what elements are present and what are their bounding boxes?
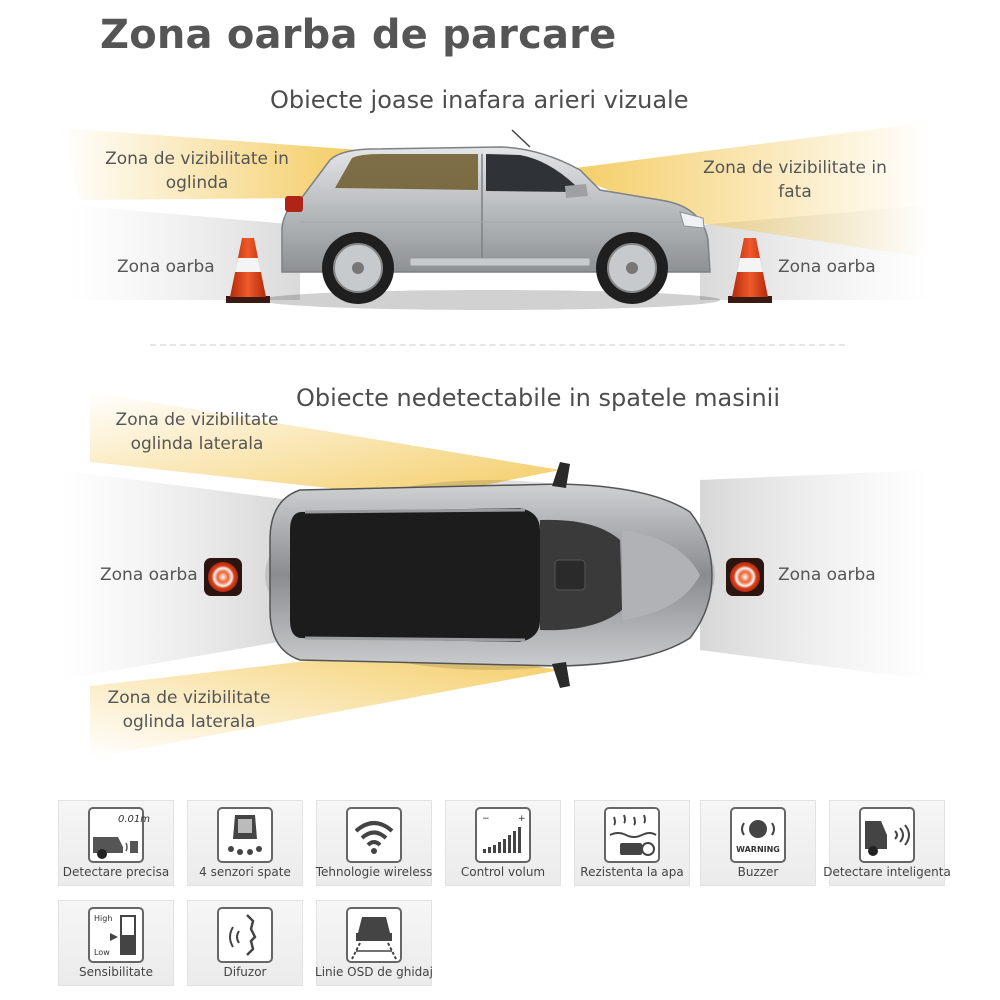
side-view-diagram xyxy=(0,110,1000,325)
feature-label: Control volum xyxy=(460,865,546,879)
svg-text:WARNING: WARNING xyxy=(736,845,780,854)
four-sensors-icon xyxy=(217,807,273,863)
feature-precise-detection xyxy=(58,800,174,886)
top-blind-zone-left-label: Zona oarba xyxy=(100,565,198,585)
feature-sensitivity xyxy=(58,900,174,986)
top-view-subtitle: Obiecte nedetectabile in spatele masinii xyxy=(296,384,780,412)
buzzer-icon xyxy=(730,807,786,863)
feature-smart-detection xyxy=(823,800,951,886)
feature-four-sensors xyxy=(187,800,303,886)
suv-side-car xyxy=(282,130,710,304)
suv-top-car xyxy=(265,462,715,688)
water-resistance-icon xyxy=(604,807,660,863)
top-visibility-label-upper: Zona de vizibilitate oglinda laterala xyxy=(115,410,279,454)
blind-zone-left xyxy=(70,205,300,300)
side-view-subtitle: Obiecte joase inafara arieri vizuale xyxy=(270,86,689,114)
feature-water-resistance xyxy=(574,800,690,886)
distance-sensor-icon xyxy=(88,807,151,863)
feature-buzzer xyxy=(700,800,816,886)
feature-label: Detectare precisa xyxy=(62,865,170,879)
feature-label: Sensibilitate xyxy=(79,965,153,979)
blind-zone-left-label: Zona oarba xyxy=(117,257,215,277)
svg-text:0.01m: 0.01m xyxy=(118,814,151,825)
top-visibility-label-lower: Zona de vizibilitate oglinda laterala xyxy=(107,688,271,732)
mirror-visibility-label: Zona de vizibilitate in oglinda xyxy=(105,149,289,193)
feature-label: 4 senzori spate xyxy=(199,865,291,879)
feature-osd-guide-line xyxy=(316,900,432,986)
svg-text:High: High xyxy=(94,914,113,923)
top-cone-right-icon xyxy=(726,558,764,596)
osd-guide-line-icon xyxy=(346,907,402,963)
feature-label: Linie OSD de ghidaj xyxy=(315,965,433,979)
feature-label: Rezistenta la apa xyxy=(580,865,684,879)
feature-wireless xyxy=(316,800,432,886)
feature-volume-control xyxy=(445,800,561,886)
blind-zone-right-label: Zona oarba xyxy=(778,257,876,277)
svg-text:−: − xyxy=(482,814,490,824)
front-visibility-label: Zona de vizibilitate in fata xyxy=(703,158,887,202)
wireless-icon xyxy=(346,807,402,863)
feature-label: Detectare inteligenta xyxy=(823,865,951,879)
page-title: Zona oarba de parcare xyxy=(100,12,617,58)
volume-bars-icon xyxy=(475,807,531,863)
section-divider xyxy=(150,344,845,346)
svg-text:+: + xyxy=(518,814,526,824)
top-cone-left-icon xyxy=(204,558,242,596)
speaker-icon xyxy=(217,907,273,963)
svg-text:Low: Low xyxy=(94,948,110,957)
feature-speaker xyxy=(187,900,303,986)
smart-detection-icon xyxy=(859,807,915,863)
feature-label: Tehnologie wireless xyxy=(315,865,433,879)
feature-label: Difuzor xyxy=(223,965,267,979)
feature-label: Buzzer xyxy=(737,865,779,879)
sensitivity-icon xyxy=(88,907,144,963)
top-blind-zone-right-label: Zona oarba xyxy=(778,565,876,585)
